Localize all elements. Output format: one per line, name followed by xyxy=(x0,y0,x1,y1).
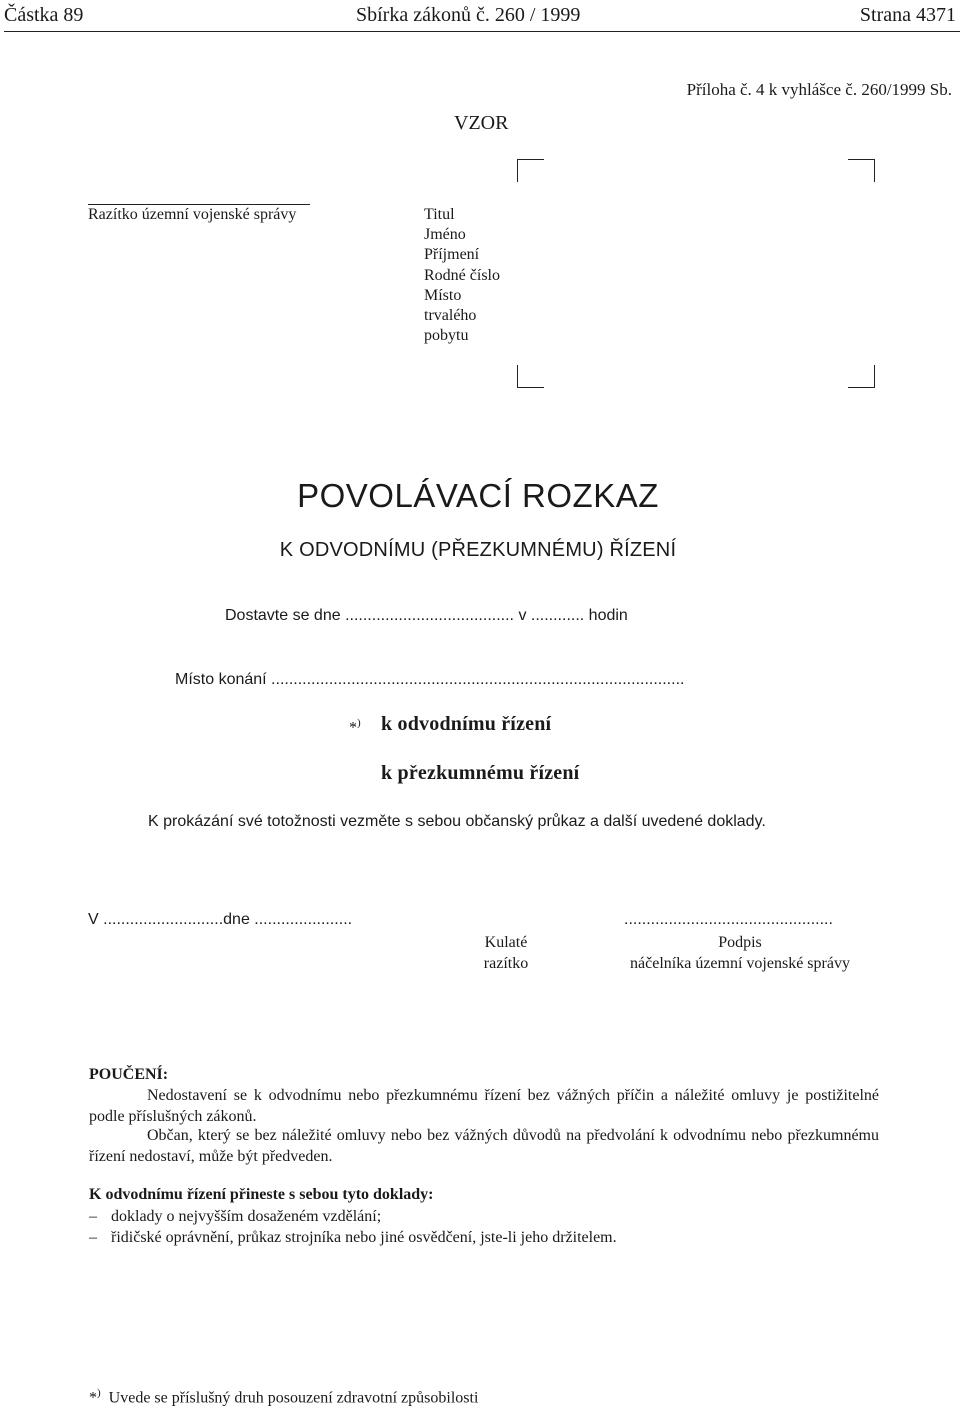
pouceni-paragraph-1: Nedostavení se k odvodnímu nebo přezkumnému řízení bez vážných příčin a náležité omluvy je postižitelné podle příslušných zákonů. xyxy=(89,1087,879,1125)
signature-label-line2: náčelníka územní vojenské správy xyxy=(630,955,850,972)
envelope-corner-bottom-right xyxy=(848,365,875,388)
round-stamp-label-line1: Kulaté xyxy=(484,934,528,951)
signature-dots: ............................................... xyxy=(624,911,833,928)
stamp-label: Razítko územní vojenské správy xyxy=(88,206,297,223)
documents-list-item xyxy=(89,1206,617,1227)
header-left: Částka 89 xyxy=(4,4,84,26)
address-field-pobytu: pobytu xyxy=(424,327,469,345)
identity-instruction: K prokázání své totožnosti vezměte s sebou občanský průkaz a další uvedené doklady. xyxy=(148,813,766,830)
documents-list-item-text: řidičské oprávnění, průkaz strojníka nebo jiné osvědčení, jste-li jeho držitelem. xyxy=(111,1229,617,1246)
address-field-misto: Místo xyxy=(424,286,462,304)
footnote-paren: ) xyxy=(97,1387,101,1399)
misto-konani-line: Místo konání ............................................................................................. xyxy=(175,671,685,688)
header-right: Strana 4371 xyxy=(859,4,956,26)
option-odvodni-rizeni: k odvodnímu řízení xyxy=(381,713,552,735)
documents-list xyxy=(89,1206,617,1248)
dostavte-line: Dostavte se dne ...................................... v ............ hodin xyxy=(225,607,628,624)
stamp-line xyxy=(88,204,310,205)
round-stamp-label-line2: razítko xyxy=(483,955,529,972)
round-stamp-label xyxy=(482,932,530,974)
pouceni-heading: POUČENÍ: xyxy=(89,1066,169,1083)
address-field-jmeno: Jméno xyxy=(424,226,466,244)
option-footnote-mark xyxy=(349,717,361,737)
list-dash: – xyxy=(89,1229,97,1246)
annex-reference: Příloha č. 4 k vyhlášce č. 260/1999 Sb. xyxy=(686,80,952,99)
asterisk-paren: ) xyxy=(357,717,361,729)
signature-label xyxy=(627,932,853,974)
document-title: POVOLÁVACÍ ROZKAZ xyxy=(297,477,659,514)
address-field-titul: Titul xyxy=(424,206,455,223)
footnote xyxy=(89,1387,478,1407)
vzor-label: VZOR xyxy=(454,112,509,134)
footnote-text: Uvede se příslušný druh posouzení zdravotní způsobilosti xyxy=(108,1389,479,1407)
envelope-corner-top-left xyxy=(517,159,544,182)
envelope-corner-bottom-left xyxy=(517,365,544,388)
documents-list-item xyxy=(89,1227,617,1248)
footnote-asterisk: * xyxy=(89,1389,97,1407)
address-field-prijmeni: Příjmení xyxy=(424,246,480,264)
address-field-rodne-cislo: Rodné číslo xyxy=(424,266,500,284)
documents-heading: K odvodnímu řízení přineste s sebou tyto doklady: xyxy=(89,1186,434,1203)
address-fields xyxy=(424,205,500,346)
document-subtitle: K ODVODNÍMU (PŘEZKUMNÉMU) ŘÍZENÍ xyxy=(279,539,677,561)
list-dash: – xyxy=(89,1208,97,1225)
option-prezkumne-rizeni: k přezkumnému řízení xyxy=(381,762,580,784)
header-center: Sbírka zákonů č. 260 / 1999 xyxy=(356,4,581,26)
place-date-line: V ...........................dne ...................... xyxy=(88,911,353,928)
envelope-corner-top-right xyxy=(848,159,875,182)
pouceni-paragraph-2: Občan, který se bez náležité omluvy nebo bez vážných důvodů na předvolání k odvodnímu nebo přezkumnému řízení nedostaví, může být předveden. xyxy=(89,1127,879,1165)
address-field-trvaleho: trvalého xyxy=(424,307,477,325)
documents-list-item-text: doklady o nejvyšším dosaženém vzdělání; xyxy=(111,1208,382,1225)
asterisk: * xyxy=(349,719,357,737)
signature-label-line1: Podpis xyxy=(718,934,762,951)
header-rule xyxy=(4,31,960,32)
